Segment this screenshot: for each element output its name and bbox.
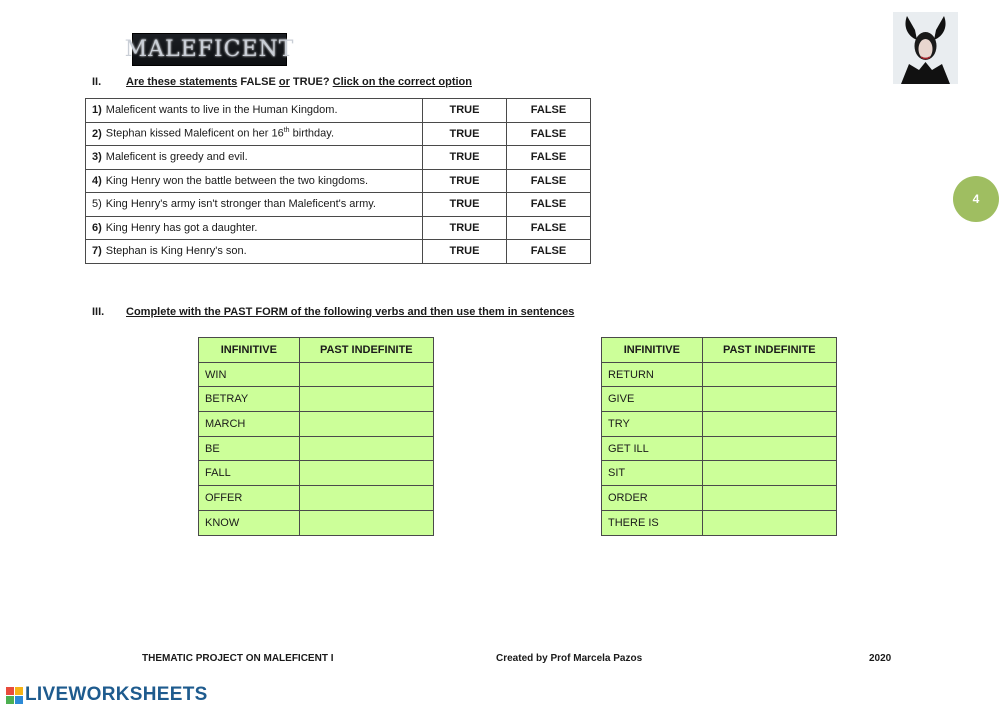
- section-2-intro: Are these statements: [126, 76, 238, 88]
- false-option[interactable]: FALSE: [507, 216, 591, 240]
- past-form-input[interactable]: [703, 388, 836, 410]
- infinitive-cell: THERE IS: [602, 510, 703, 535]
- false-option[interactable]: FALSE: [507, 146, 591, 170]
- true-option[interactable]: TRUE: [423, 169, 507, 193]
- infinitive-cell: SIT: [602, 461, 703, 486]
- statement-cell: 3) Maleficent is greedy and evil.: [86, 146, 423, 170]
- table-row: [602, 486, 837, 511]
- past-form-input[interactable]: [703, 364, 836, 386]
- past-answer-cell[interactable]: [702, 510, 836, 535]
- section-2-heading: [92, 76, 612, 90]
- past-form-input[interactable]: [300, 388, 433, 410]
- footer-project-title: THEMATIC PROJECT ON MALEFICENT I: [142, 653, 334, 664]
- section-3-number: III.: [92, 306, 105, 318]
- past-answer-cell[interactable]: [299, 387, 433, 412]
- past-answer-cell[interactable]: [299, 412, 433, 437]
- past-form-input[interactable]: [300, 364, 433, 386]
- past-answer-cell[interactable]: [299, 486, 433, 511]
- section-3-instruction: Complete with the PAST FORM of the following verbs and then use them in sentences: [126, 306, 575, 318]
- past-form-input[interactable]: [300, 487, 433, 509]
- table-row: [199, 486, 434, 511]
- page-number-badge: 4: [953, 176, 999, 222]
- true-false-table: [85, 98, 591, 264]
- footer-author: Created by Prof Marcela Pazos: [496, 653, 643, 664]
- past-form-input[interactable]: [703, 462, 836, 484]
- section-2-false-word: FALSE: [237, 76, 279, 88]
- brand-name: LIVEWORKSHEETS: [25, 684, 208, 705]
- true-option[interactable]: TRUE: [423, 99, 507, 123]
- infinitive-header: INFINITIVE: [199, 338, 300, 363]
- statement-cell: 2) Stephan kissed Maleficent on her 16th birthday.: [86, 122, 423, 146]
- table-row: [86, 146, 591, 170]
- section-2-number: II.: [92, 76, 102, 88]
- section-2-true-word: TRUE?: [289, 76, 333, 88]
- past-answer-cell[interactable]: [702, 486, 836, 511]
- past-form-input[interactable]: [300, 512, 433, 534]
- logo-text: MALEFICENT: [124, 37, 295, 62]
- table-header-row: [199, 338, 434, 363]
- table-row: [602, 436, 837, 461]
- past-answer-cell[interactable]: [702, 436, 836, 461]
- section-2-instruction: Click on the correct option: [332, 76, 472, 88]
- infinitive-cell: KNOW: [199, 510, 300, 535]
- table-row: [199, 510, 434, 535]
- table-row: [602, 461, 837, 486]
- false-option[interactable]: FALSE: [507, 193, 591, 217]
- liveworksheets-brand[interactable]: [6, 684, 208, 706]
- statement-cell: 5) King Henry's army isn't stronger than Maleficent's army.: [86, 193, 423, 217]
- statement-cell: 6) King Henry has got a daughter.: [86, 216, 423, 240]
- table-row: [199, 461, 434, 486]
- table-row: [199, 387, 434, 412]
- infinitive-cell: RETURN: [602, 362, 703, 387]
- past-form-input[interactable]: [300, 462, 433, 484]
- infinitive-cell: ORDER: [602, 486, 703, 511]
- past-answer-cell[interactable]: [299, 461, 433, 486]
- table-row: [86, 99, 591, 123]
- past-form-input[interactable]: [300, 413, 433, 435]
- true-option[interactable]: TRUE: [423, 122, 507, 146]
- true-option[interactable]: TRUE: [423, 216, 507, 240]
- table-row: [86, 122, 591, 146]
- statement-cell: 1) Maleficent wants to live in the Human Kingdom.: [86, 99, 423, 123]
- past-form-input[interactable]: [703, 512, 836, 534]
- table-row: [602, 362, 837, 387]
- statement-cell: 4) King Henry won the battle between the two kingdoms.: [86, 169, 423, 193]
- liveworksheets-logo-icon: [6, 687, 23, 704]
- past-answer-cell[interactable]: [299, 436, 433, 461]
- verb-table-right: [601, 337, 837, 536]
- infinitive-cell: BE: [199, 436, 300, 461]
- table-row: [199, 362, 434, 387]
- past-answer-cell[interactable]: [299, 362, 433, 387]
- past-form-input[interactable]: [703, 487, 836, 509]
- past-form-input[interactable]: [300, 438, 433, 460]
- infinitive-cell: FALL: [199, 461, 300, 486]
- past-indefinite-header: PAST INDEFINITE: [299, 338, 433, 363]
- false-option[interactable]: FALSE: [507, 240, 591, 264]
- past-form-input[interactable]: [703, 438, 836, 460]
- past-indefinite-header: PAST INDEFINITE: [702, 338, 836, 363]
- statement-cell: 7) Stephan is King Henry's son.: [86, 240, 423, 264]
- table-row: [86, 240, 591, 264]
- infinitive-cell: WIN: [199, 362, 300, 387]
- past-answer-cell[interactable]: [702, 461, 836, 486]
- false-option[interactable]: FALSE: [507, 122, 591, 146]
- infinitive-cell: GIVE: [602, 387, 703, 412]
- past-answer-cell[interactable]: [299, 510, 433, 535]
- section-2-or-word: or: [278, 76, 290, 88]
- footer-year: 2020: [869, 653, 892, 664]
- section-3-heading: [92, 306, 612, 320]
- table-row: [86, 193, 591, 217]
- false-option[interactable]: FALSE: [507, 169, 591, 193]
- infinitive-cell: BETRAY: [199, 387, 300, 412]
- true-option[interactable]: TRUE: [423, 193, 507, 217]
- table-row: [602, 510, 837, 535]
- true-option[interactable]: TRUE: [423, 240, 507, 264]
- table-row: [199, 436, 434, 461]
- false-option[interactable]: FALSE: [507, 99, 591, 123]
- table-row: [86, 216, 591, 240]
- table-row: [199, 412, 434, 437]
- table-row: [602, 412, 837, 437]
- past-answer-cell[interactable]: [702, 412, 836, 437]
- past-form-input[interactable]: [703, 413, 836, 435]
- maleficent-logo: [124, 33, 295, 66]
- table-row: [602, 387, 837, 412]
- maleficent-portrait-image: [893, 12, 958, 84]
- infinitive-cell: MARCH: [199, 412, 300, 437]
- table-header-row: [602, 338, 837, 363]
- past-answer-cell[interactable]: [702, 362, 836, 387]
- infinitive-cell: OFFER: [199, 486, 300, 511]
- infinitive-cell: TRY: [602, 412, 703, 437]
- table-row: [86, 169, 591, 193]
- verb-table-left: [198, 337, 434, 536]
- past-answer-cell[interactable]: [702, 387, 836, 412]
- true-option[interactable]: TRUE: [423, 146, 507, 170]
- infinitive-header: INFINITIVE: [602, 338, 703, 363]
- infinitive-cell: GET ILL: [602, 436, 703, 461]
